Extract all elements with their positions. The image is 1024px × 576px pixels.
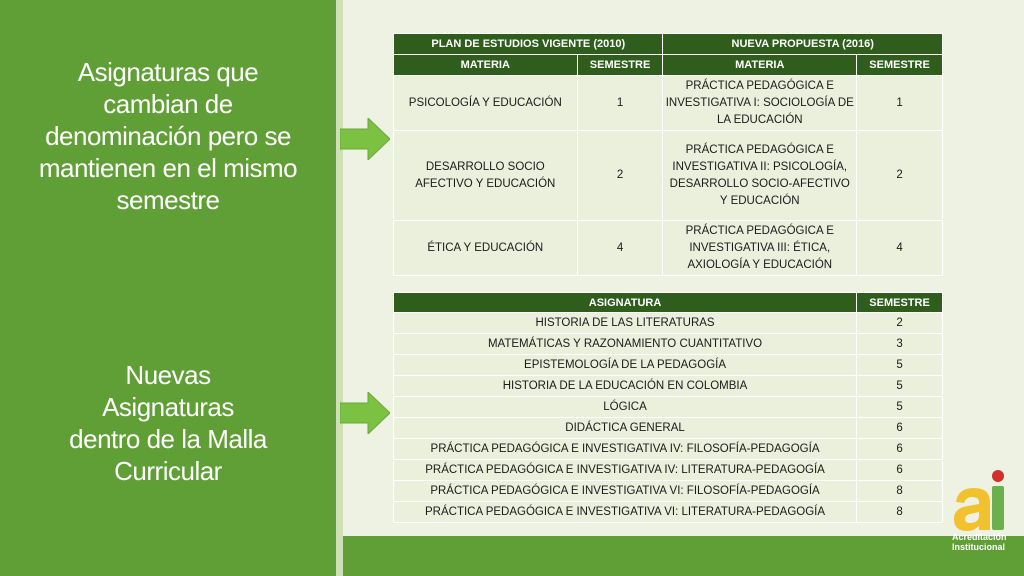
- table-cell: 5: [857, 397, 943, 418]
- table-cell: 2: [857, 131, 943, 221]
- heading-line: semestre: [116, 185, 220, 215]
- table-cell: 5: [857, 376, 943, 397]
- table-cell: PRÁCTICA PEDAGÓGICA E INVESTIGATIVA VI: FILOSOFÍA-PEDAGOGÍA: [394, 481, 857, 502]
- column-header: MATERIA: [394, 55, 578, 76]
- table-row: [394, 460, 943, 481]
- table-row: [394, 313, 943, 334]
- table-cell: 2: [577, 131, 663, 221]
- heading-line: Asignaturas: [102, 392, 234, 422]
- column-group-header: PLAN DE ESTUDIOS VIGENTE (2010): [394, 34, 663, 55]
- column-header: ASIGNATURA: [394, 293, 857, 313]
- heading-line: Asignaturas que: [77, 57, 259, 87]
- table-row: [394, 502, 943, 523]
- table-cell: PRÁCTICA PEDAGÓGICA E INVESTIGATIVA II: PSICOLOGÍA, DESARROLLO SOCIO-AFECTIVO Y EDUCACIÓN: [663, 131, 857, 221]
- table-cell: PRÁCTICA PEDAGÓGICA E INVESTIGATIVA IV: LITERATURA-PEDAGOGÍA: [394, 460, 857, 481]
- right-arrow-icon: [340, 118, 390, 160]
- heading-line: mantienen en el mismo: [38, 153, 298, 183]
- table-row: [394, 481, 943, 502]
- table-cell: 8: [857, 481, 943, 502]
- footer-bar: [343, 536, 1024, 576]
- new-subjects-table: [393, 292, 943, 523]
- table-row: [394, 376, 943, 397]
- table-cell: HISTORIA DE LA EDUCACIÓN EN COLOMBIA: [394, 376, 857, 397]
- column-group-header: NUEVA PROPUESTA (2016): [663, 34, 943, 55]
- column-header: SEMESTRE: [857, 293, 943, 313]
- table-cell: LÓGICA: [394, 397, 857, 418]
- comparison-table: [393, 33, 943, 276]
- table-row: [394, 334, 943, 355]
- table-cell: DESARROLLO SOCIO AFECTIVO Y EDUCACIÓN: [394, 131, 578, 221]
- table-cell: DIDÁCTICA GENERAL: [394, 418, 857, 439]
- table-row: [394, 439, 943, 460]
- table-cell: 5: [857, 355, 943, 376]
- table-cell: 6: [857, 460, 943, 481]
- column-header: SEMESTRE: [577, 55, 663, 76]
- table-cell: PSICOLOGÍA Y EDUCACIÓN: [394, 76, 578, 131]
- table-header-row: [394, 34, 943, 55]
- column-header: MATERIA: [663, 55, 857, 76]
- heading-line: Nuevas: [125, 360, 211, 390]
- table-cell: PRÁCTICA PEDAGÓGICA E INVESTIGATIVA VI: LITERATURA-PEDAGOGÍA: [394, 502, 857, 523]
- heading-line: denominación pero se: [45, 121, 291, 151]
- table-row: [394, 221, 943, 276]
- table-cell: 2: [857, 313, 943, 334]
- table-cell: ÉTICA Y EDUCACIÓN: [394, 221, 578, 276]
- section-heading-new: [0, 359, 336, 487]
- table-cell: 3: [857, 334, 943, 355]
- logo-caption: Institucional: [952, 542, 1006, 552]
- section-heading-renamed: [0, 56, 336, 216]
- right-arrow-icon: [340, 392, 390, 434]
- table-row: [394, 418, 943, 439]
- table-cell: 8: [857, 502, 943, 523]
- table-cell: EPISTEMOLOGÍA DE LA PEDAGOGÍA: [394, 355, 857, 376]
- table-cell: 4: [577, 221, 663, 276]
- table-cell: PRÁCTICA PEDAGÓGICA E INVESTIGATIVA III: ÉTICA, AXIOLOGÍA Y EDUCACIÓN: [663, 221, 857, 276]
- table-cell: 1: [857, 76, 943, 131]
- heading-line: Curricular: [114, 456, 222, 486]
- logo-caption: Acreditación: [952, 532, 1007, 542]
- table-cell: 6: [857, 418, 943, 439]
- table-cell: HISTORIA DE LAS LITERATURAS: [394, 313, 857, 334]
- table-row: [394, 355, 943, 376]
- table-row: [394, 397, 943, 418]
- table-header-row: [394, 293, 943, 313]
- table-row: [394, 131, 943, 221]
- table-cell: PRÁCTICA PEDAGÓGICA E INVESTIGATIVA I: SOCIOLOGÍA DE LA EDUCACIÓN: [663, 76, 857, 131]
- heading-line: dentro de la Malla: [69, 424, 267, 454]
- table-cell: 4: [857, 221, 943, 276]
- table-cell: 6: [857, 439, 943, 460]
- divider-stripe: [336, 0, 343, 576]
- table-cell: PRÁCTICA PEDAGÓGICA E INVESTIGATIVA IV: FILOSOFÍA-PEDAGOGÍA: [394, 439, 857, 460]
- table-cell: MATEMÁTICAS Y RAZONAMIENTO CUANTITATIVO: [394, 334, 857, 355]
- table-cell: 1: [577, 76, 663, 131]
- heading-line: cambian de: [103, 89, 233, 119]
- table-row: [394, 76, 943, 131]
- table-header-row: [394, 55, 943, 76]
- column-header: SEMESTRE: [857, 55, 943, 76]
